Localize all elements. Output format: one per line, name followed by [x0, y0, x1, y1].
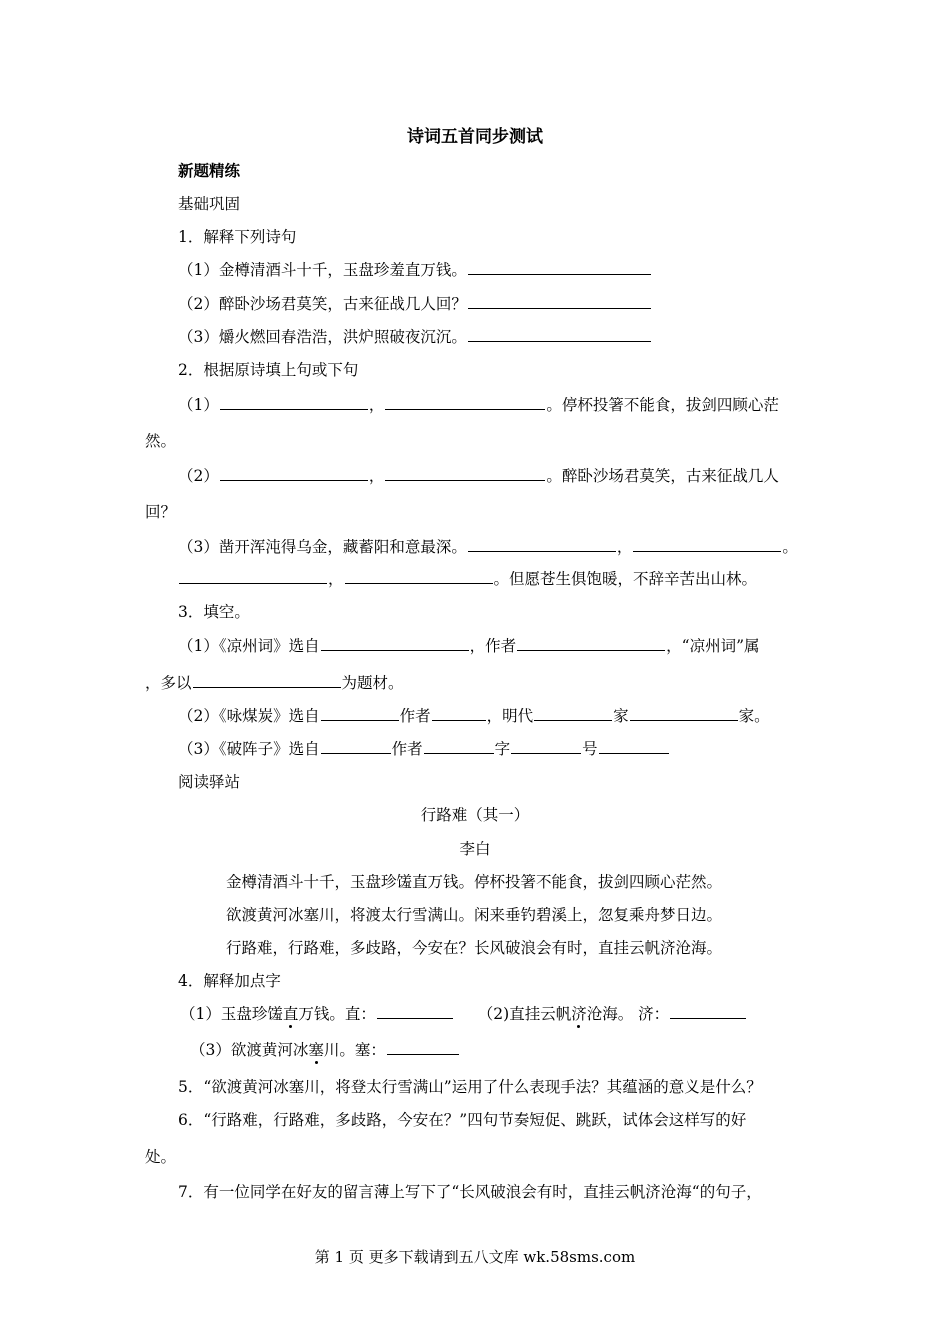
item-text: 川。塞：	[323, 1041, 386, 1059]
answer-blank	[377, 1004, 453, 1019]
answer-blank	[511, 739, 581, 754]
question-1-heading: 1．解释下列诗句	[178, 228, 297, 246]
punct: 。	[546, 467, 562, 485]
question-2-item	[178, 465, 779, 487]
punct: ，	[368, 396, 385, 414]
answer-blank	[468, 260, 651, 275]
emphasis-char: 直	[282, 1005, 299, 1023]
subsection-heading: 阅读驿站	[178, 773, 241, 791]
answer-blank	[468, 537, 616, 552]
answer-blank	[385, 395, 545, 410]
item-text: 但愿苍生俱饱暖，不辞辛苦出山林。	[509, 570, 758, 588]
item-label: （1）	[178, 396, 219, 414]
emphasis-char: 塞	[308, 1041, 324, 1059]
item-text: （2）《咏煤炭》选自	[178, 707, 320, 725]
question-3-item	[178, 705, 770, 727]
subsection-heading: 基础巩固	[178, 195, 241, 213]
question-4-item	[180, 1003, 747, 1025]
question-3-item-cont	[145, 672, 404, 694]
question-1-item	[178, 326, 652, 348]
item-text: 家	[613, 707, 629, 725]
item-text: （1）玉盘珍馐	[180, 1005, 283, 1023]
item-text: （2)直挂云帆	[477, 1005, 572, 1023]
answer-blank	[321, 706, 399, 721]
item-text: ，作者	[469, 637, 517, 655]
line-continuation: 处。	[145, 1148, 177, 1166]
item-text: 停杯投箸不能食，拔剑四顾心茫	[561, 396, 779, 414]
question-3-item	[178, 635, 760, 657]
item-text: ，“凉州词”属	[666, 637, 760, 655]
poem-line: 行路难，行路难，多歧路，今安在？长风破浪会有时，直挂云帆济沧海。	[226, 939, 723, 957]
answer-blank	[387, 1040, 459, 1055]
poem-line: 欲渡黄河冰塞川，将渡太行雪满山。闲来垂钓碧溪上，忽复乘舟梦日边。	[226, 906, 723, 924]
punct: ，	[368, 467, 385, 485]
answer-blank	[633, 537, 781, 552]
item-text: 作者	[391, 740, 423, 758]
answer-blank	[345, 569, 493, 584]
item-text: （1）《凉州词》选自	[178, 637, 320, 655]
answer-blank	[670, 1004, 746, 1019]
question-7: 7．有一位同学在好友的留言薄上写下了“长风破浪会有时，直挂云帆济沧海“的句子，	[178, 1183, 762, 1201]
answer-blank	[468, 294, 651, 309]
item-text: 醉卧沙场君莫笑，古来征战几人	[561, 467, 779, 485]
poem-line: 金樽清酒斗十千，玉盘珍馐直万钱。停杯投箸不能食，拔剑四顾心茫然。	[226, 873, 723, 891]
answer-blank	[193, 673, 341, 688]
item-text: 作者	[399, 707, 431, 725]
item-text: 万钱。直：	[298, 1005, 376, 1023]
question-1-item	[178, 259, 652, 281]
page-footer: 第 1 页 更多下载请到五八文库 wk.58sms.com	[314, 1248, 636, 1266]
answer-blank	[468, 327, 651, 342]
item-label: （2）	[178, 467, 219, 485]
question-2-item	[178, 536, 798, 558]
page-title: 诗词五首同步测试	[407, 127, 543, 147]
answer-blank	[220, 395, 368, 410]
question-5: 5．“欲渡黄河冰塞川，将登太行雪满山”运用了什么表现手法？其蕴涵的意义是什么？	[178, 1078, 762, 1096]
question-3-item	[178, 738, 670, 760]
answer-blank	[517, 636, 665, 651]
item-text: 字	[494, 740, 511, 758]
answer-blank	[321, 636, 469, 651]
punct: 。	[493, 570, 510, 588]
answer-blank	[534, 706, 612, 721]
section-heading: 新题精练	[178, 161, 241, 180]
answer-blank	[321, 739, 391, 754]
answer-blank	[599, 739, 669, 754]
answer-blank	[424, 739, 494, 754]
question-2-item-cont	[178, 568, 757, 590]
punct: ，	[328, 570, 344, 588]
item-text: （3）爝火燃回春浩浩，洪炉照破夜沉沉。	[178, 328, 467, 346]
poem-title: 行路难（其一）	[420, 806, 530, 824]
punct: 。	[546, 396, 562, 414]
item-text: 家。	[738, 707, 770, 725]
item-text: （3）《破阵子》选自	[178, 740, 320, 758]
answer-blank	[179, 569, 327, 584]
answer-blank	[385, 466, 545, 481]
item-text: 号	[582, 740, 598, 758]
question-6: 6．“行路难，行路难，多歧路，今安在？”四句节奏短促、跳跃，试体会这样写的好	[178, 1111, 747, 1129]
item-text: 沧海。 济：	[586, 1005, 670, 1023]
item-text: （3）欲渡黄河冰	[190, 1041, 309, 1059]
line-continuation: 然。	[145, 432, 177, 450]
question-1-item	[178, 293, 652, 315]
line-continuation: 回？	[145, 503, 177, 521]
punct: 。	[782, 538, 798, 556]
answer-blank	[432, 706, 486, 721]
item-text: 为题材。	[341, 674, 404, 692]
question-2-heading: 2．根据原诗填上句或下句	[178, 361, 359, 379]
item-text: （3）凿开浑沌得乌金，藏蓄阳和意最深。	[178, 538, 467, 556]
question-4-item	[190, 1039, 460, 1061]
punct: ，	[616, 538, 633, 556]
answer-blank	[220, 466, 368, 481]
question-3-heading: 3．填空。	[178, 603, 250, 621]
item-text: ，多以	[145, 674, 192, 692]
item-text: （1）金樽清酒斗十千，玉盘珍羞直万钱。	[178, 261, 467, 279]
question-4-heading: 4．解释加点字	[178, 972, 281, 990]
question-2-item	[178, 394, 779, 416]
poem-author: 李白	[459, 840, 491, 858]
item-text: ，明代	[486, 707, 534, 725]
answer-blank	[630, 706, 738, 721]
item-text: （2）醉卧沙场君莫笑，古来征战几人回？	[178, 295, 467, 313]
emphasis-char: 济	[571, 1005, 587, 1023]
